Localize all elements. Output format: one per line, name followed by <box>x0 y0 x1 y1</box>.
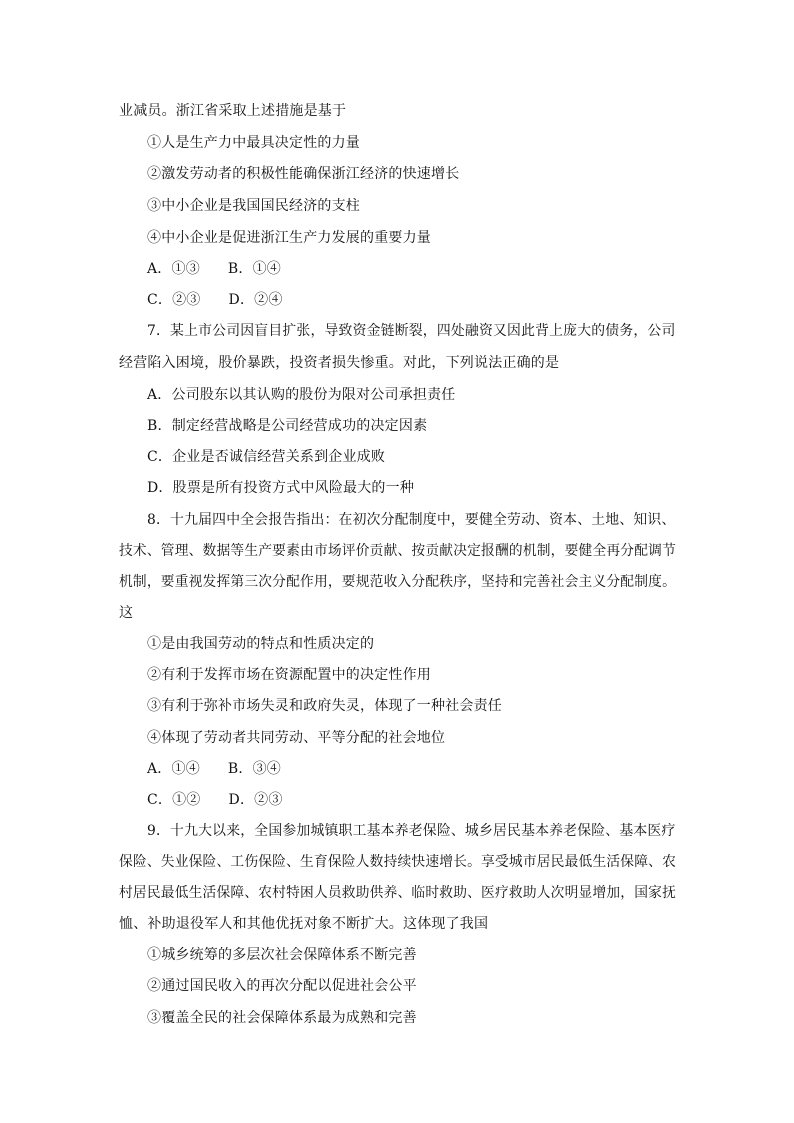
answer-choice: B．制定经营战略是公司经营成功的决定因素 <box>147 418 428 434</box>
answer-choice: D．②④ <box>228 292 283 308</box>
answer-choice: B．③④ <box>227 761 282 777</box>
answer-choice: C．②③ <box>147 292 201 308</box>
answer-choice: C．企业是否诚信经营关系到企业成败 <box>147 449 386 465</box>
question-stem: 技术、管理、数据等生产要素由市场评价贡献、按贡献决定报酬的机制，要健全再分配调节 <box>119 543 676 559</box>
question-stem: 7．某上市公司因盲目扩张，导致资金链断裂，四处融资又因此背上庞大的债务，公司 <box>147 323 676 339</box>
option-line: ③覆盖全民的社会保障体系最为成熟和完善 <box>147 1010 417 1026</box>
option-line: ③有利于弥补市场失灵和政府失灵，体现了一种社会责任 <box>147 698 502 714</box>
answer-row <box>147 260 281 278</box>
question-stem: 9．十九大以来，全国参加城镇职工基本养老保险、城乡居民基本养老保险、基本医疗 <box>147 823 676 839</box>
answer-choice: D．股票是所有投资方式中风险最大的一种 <box>147 480 415 496</box>
option-line: ②通过国民收入的再次分配以促进社会公平 <box>147 978 417 994</box>
option-line: ①人是生产力中最具决定性的力量 <box>147 135 360 151</box>
option-line: ②有利于发挥市场在资源配置中的决定性作用 <box>147 667 431 683</box>
question-stem: 保险、失业保险、工伤保险、生育保险人数持续快速增长。享受城市居民最低生活保障、农 <box>119 854 676 870</box>
text-line: 业减员。浙江省采取上述措施是基于 <box>119 103 347 119</box>
answer-choice: A．①③ <box>147 261 200 277</box>
question-stem: 经营陷入困境，股价暴跌，投资者损失惨重。对此，下列说法正确的是 <box>119 355 560 371</box>
answer-choice: A．公司股东以其认购的股份为限对公司承担责任 <box>147 387 456 403</box>
answer-choice: D．②③ <box>228 792 283 808</box>
answer-choice: A．①④ <box>147 761 200 777</box>
option-line: ①是由我国劳动的特点和性质决定的 <box>147 636 375 652</box>
answer-row <box>147 791 283 809</box>
option-line: ②激发劳动者的积极性能确保浙江经济的快速增长 <box>147 166 460 182</box>
question-stem: 恤、补助退役军人和其他优抚对象不断扩大。这体现了我国 <box>119 916 489 932</box>
question-stem: 机制，要重视发挥第三次分配作用，要规范收入分配秩序，坚持和完善社会主义分配制度。 <box>119 574 676 590</box>
answer-row <box>147 291 283 309</box>
question-stem: 8．十九届四中全会报告指出：在初次分配制度中，要健全劳动、资本、土地、知识、 <box>147 512 676 528</box>
option-line: ④体现了劳动者共同劳动、平等分配的社会地位 <box>147 730 446 746</box>
option-line: ③中小企业是我国国民经济的支柱 <box>147 198 360 214</box>
question-stem: 这 <box>119 605 134 621</box>
question-stem: 村居民最低生活保障、农村特困人员救助供养、临时救助、医疗救助人次明显增加，国家抚 <box>119 885 676 901</box>
answer-choice: C．①② <box>147 792 201 808</box>
answer-row <box>147 760 281 778</box>
answer-choice: B．①④ <box>227 261 282 277</box>
option-line: ④中小企业是促进浙江生产力发展的重要力量 <box>147 230 431 246</box>
option-line: ①城乡统筹的多层次社会保障体系不断完善 <box>147 947 417 963</box>
